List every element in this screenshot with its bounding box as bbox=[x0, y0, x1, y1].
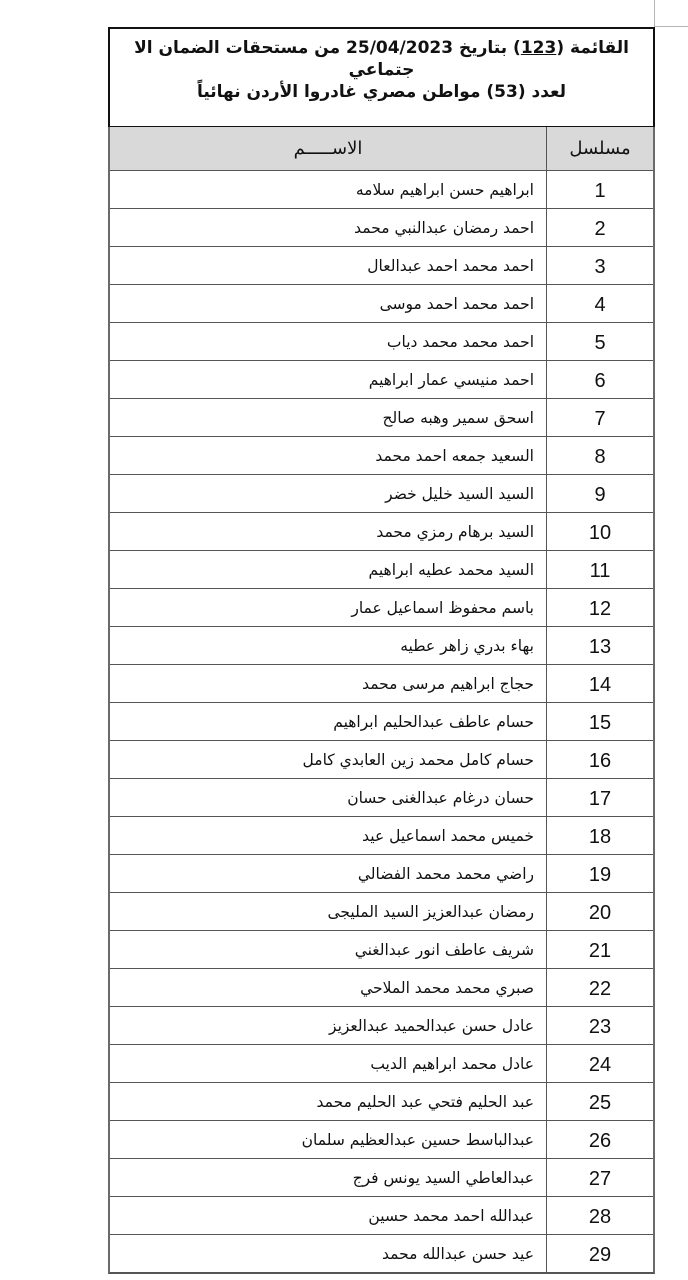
table-row bbox=[110, 1196, 653, 1234]
row-serial: 18 bbox=[546, 817, 653, 854]
row-name: عبدالعاطي السيد يونس فرج bbox=[352, 1168, 534, 1187]
table-row bbox=[110, 246, 653, 284]
table-row bbox=[110, 626, 653, 664]
table-row bbox=[110, 512, 653, 550]
row-name: السيد برهام رمزي محمد bbox=[376, 522, 534, 541]
row-name: السعيد جمعه احمد محمد bbox=[375, 446, 534, 465]
table-row bbox=[110, 474, 653, 512]
table-row bbox=[110, 1158, 653, 1196]
row-name: عبد الحليم فتحي عبد الحليم محمد bbox=[316, 1092, 534, 1111]
row-serial: 5 bbox=[546, 323, 653, 360]
row-name: احمد منيسي عمار ابراهيم bbox=[368, 370, 534, 389]
row-name: احمد رمضان عبدالنبي محمد bbox=[354, 218, 534, 237]
table-row bbox=[110, 664, 653, 702]
table-row bbox=[110, 968, 653, 1006]
table-header-row bbox=[110, 127, 653, 170]
list-number: 123 bbox=[520, 38, 557, 58]
title-line-1: القائمة (123) بتاريخ 25/04/2023 من مستحقات الضمان الا bbox=[134, 38, 629, 58]
table-row bbox=[110, 1044, 653, 1082]
row-serial: 24 bbox=[546, 1045, 653, 1082]
title-line-3: لعدد (53) مواطن مصري غادروا الأردن نهائياً bbox=[196, 82, 567, 102]
table-row bbox=[110, 854, 653, 892]
row-serial: 21 bbox=[546, 931, 653, 968]
row-serial: 10 bbox=[546, 513, 653, 550]
row-name: خميس محمد اسماعيل عيد bbox=[362, 826, 534, 845]
row-name: ابراهيم حسن ابراهيم سلامه bbox=[355, 180, 534, 199]
row-serial: 1 bbox=[546, 171, 653, 208]
row-name: راضي محمد محمد الفضالي bbox=[357, 864, 534, 883]
crop-mark-horizontal bbox=[655, 26, 688, 27]
row-serial: 9 bbox=[546, 475, 653, 512]
row-serial: 13 bbox=[546, 627, 653, 664]
row-name: رمضان عبدالعزيز السيد المليجى bbox=[327, 902, 534, 921]
table-row bbox=[110, 208, 653, 246]
table-row bbox=[110, 816, 653, 854]
row-serial: 15 bbox=[546, 703, 653, 740]
table-body bbox=[110, 170, 653, 1272]
row-name: حجاج ابراهيم مرسى محمد bbox=[362, 674, 534, 693]
row-name: السيد السيد خليل خضر bbox=[385, 484, 534, 503]
row-name: حسام كامل محمد زين العابدي كامل bbox=[302, 750, 534, 769]
row-name: باسم محفوظ اسماعيل عمار bbox=[351, 598, 534, 617]
table-row bbox=[110, 322, 653, 360]
table-row bbox=[110, 588, 653, 626]
row-name: عبدالله احمد محمد حسين bbox=[368, 1206, 534, 1225]
row-name: السيد محمد عطيه ابراهيم bbox=[368, 560, 534, 579]
row-name: حسان درغام عبدالغنى حسان bbox=[347, 788, 534, 807]
row-serial: 28 bbox=[546, 1197, 653, 1234]
row-serial: 7 bbox=[546, 399, 653, 436]
document-title-box bbox=[108, 27, 655, 128]
row-name: احمد محمد احمد عبدالعال bbox=[367, 256, 534, 275]
row-name: عيد حسن عبدالله محمد bbox=[382, 1244, 534, 1263]
table-row bbox=[110, 1082, 653, 1120]
row-serial: 16 bbox=[546, 741, 653, 778]
row-name: بهاء بدري زاهر عطيه bbox=[400, 636, 534, 655]
row-name: عادل محمد ابراهيم الديب bbox=[370, 1054, 534, 1073]
row-serial: 22 bbox=[546, 969, 653, 1006]
row-serial: 19 bbox=[546, 855, 653, 892]
row-serial: 17 bbox=[546, 779, 653, 816]
row-serial: 20 bbox=[546, 893, 653, 930]
header-name: الاســـــم bbox=[293, 138, 363, 159]
table-row bbox=[110, 930, 653, 968]
row-serial: 29 bbox=[546, 1235, 653, 1272]
row-serial: 23 bbox=[546, 1007, 653, 1044]
row-name: حسام عاطف عبدالحليم ابراهيم bbox=[333, 712, 534, 731]
row-serial: 27 bbox=[546, 1159, 653, 1196]
row-name: شريف عاطف انور عبدالغني bbox=[354, 940, 534, 959]
table-row bbox=[110, 740, 653, 778]
table-row bbox=[110, 1234, 653, 1272]
row-serial: 2 bbox=[546, 209, 653, 246]
table-row bbox=[110, 398, 653, 436]
table-row bbox=[110, 284, 653, 322]
table-row bbox=[110, 1120, 653, 1158]
row-name: اسحق سمير وهبه صالح bbox=[382, 408, 534, 427]
row-name: عادل حسن عبدالحميد عبدالعزيز bbox=[329, 1016, 534, 1035]
table-row bbox=[110, 170, 653, 208]
row-serial: 25 bbox=[546, 1083, 653, 1120]
row-serial: 14 bbox=[546, 665, 653, 702]
table-row bbox=[110, 778, 653, 816]
title-line-2: جتماعي bbox=[348, 60, 415, 80]
row-name: صبري محمد محمد الملاحي bbox=[360, 978, 534, 997]
row-serial: 6 bbox=[546, 361, 653, 398]
table-row bbox=[110, 892, 653, 930]
names-table bbox=[108, 127, 655, 1274]
table-row bbox=[110, 1006, 653, 1044]
row-serial: 11 bbox=[546, 551, 653, 588]
table-row bbox=[110, 550, 653, 588]
row-serial: 4 bbox=[546, 285, 653, 322]
row-serial: 3 bbox=[546, 247, 653, 284]
table-row bbox=[110, 360, 653, 398]
table-row bbox=[110, 436, 653, 474]
header-serial: مسلسل bbox=[546, 127, 653, 170]
row-name: احمد محمد احمد موسى bbox=[379, 294, 534, 313]
row-name: احمد محمد محمد دياب bbox=[386, 332, 534, 351]
row-serial: 8 bbox=[546, 437, 653, 474]
row-serial: 12 bbox=[546, 589, 653, 626]
row-serial: 26 bbox=[546, 1121, 653, 1158]
row-name: عبدالباسط حسين عبدالعظيم سلمان bbox=[301, 1130, 534, 1149]
table-row bbox=[110, 702, 653, 740]
crop-mark-vertical bbox=[654, 0, 655, 27]
